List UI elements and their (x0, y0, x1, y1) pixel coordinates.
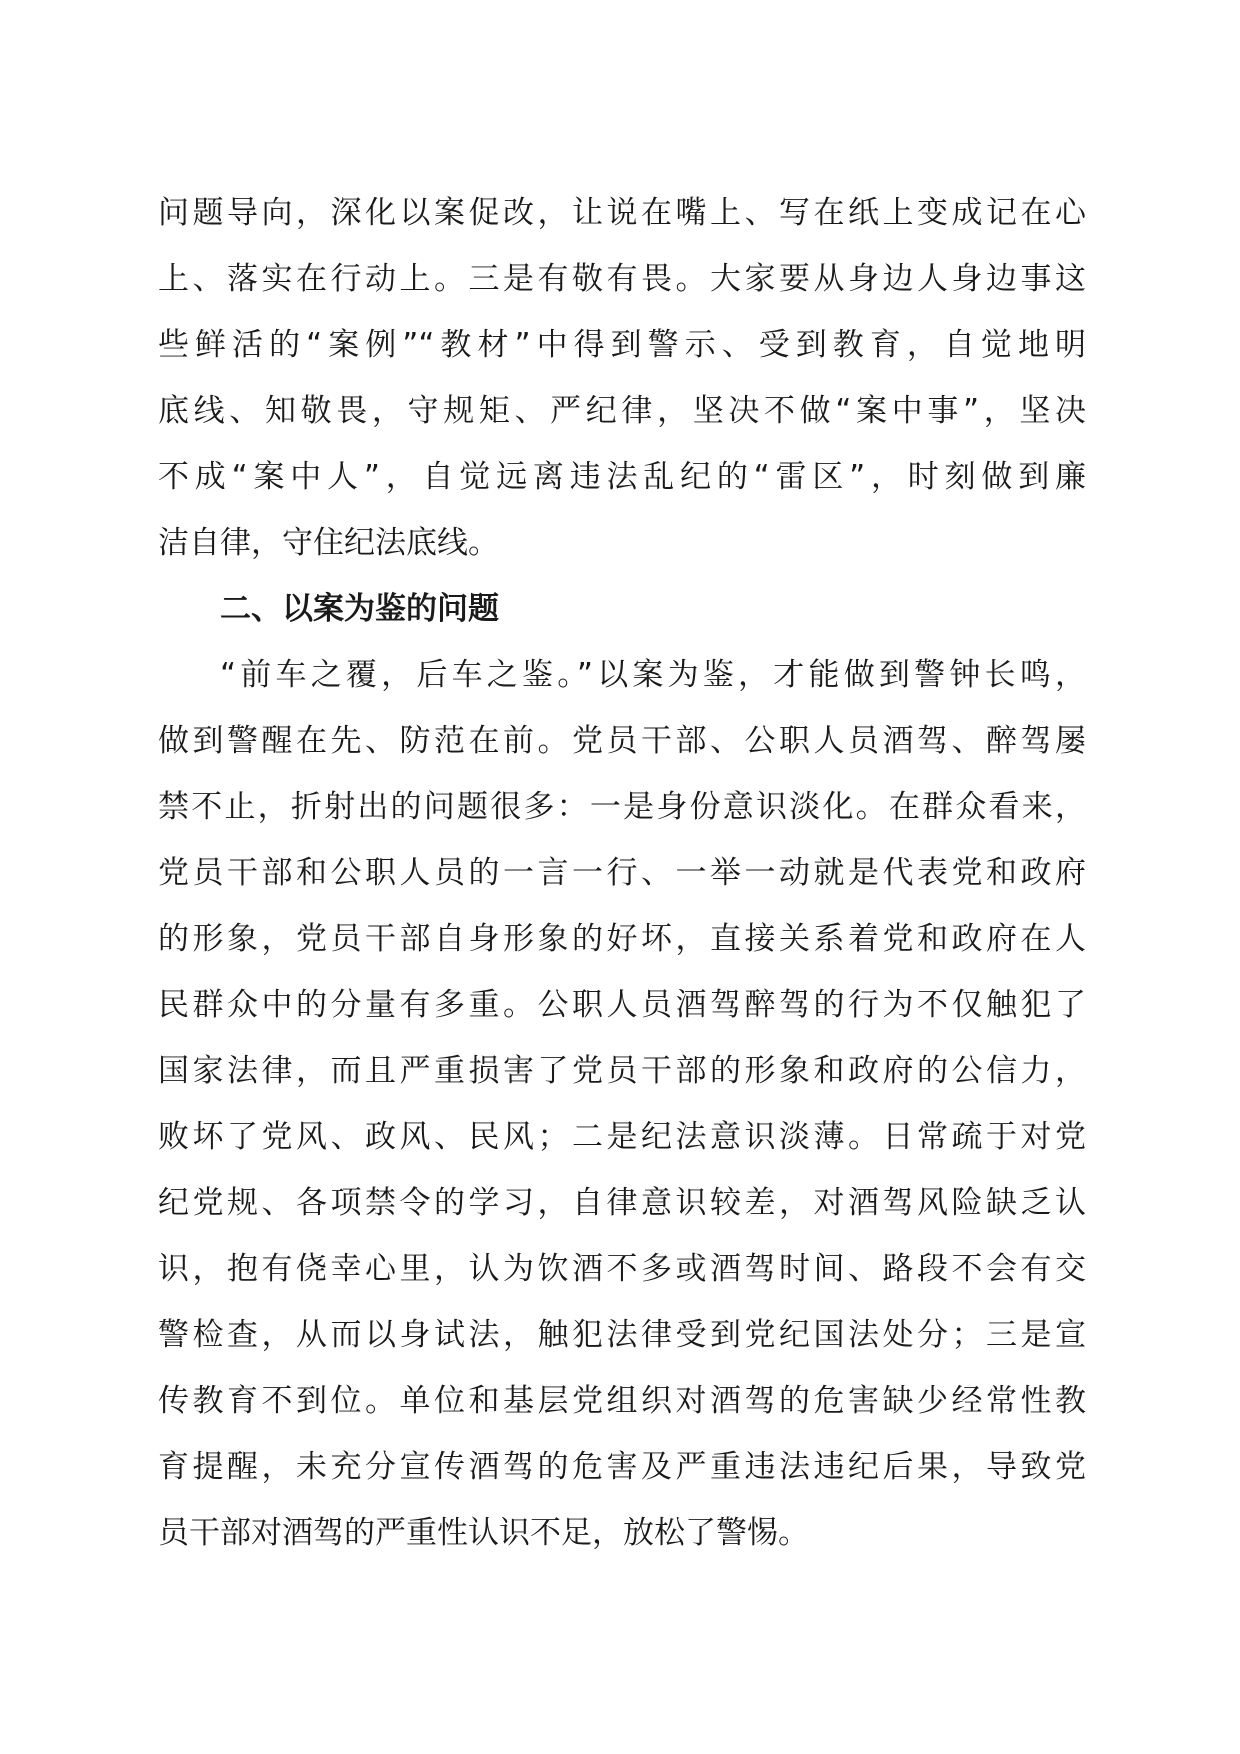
text-line: 传教育不到位。单位和基层党组织对酒驾的危害缺少经常性教 (158, 1383, 1086, 1419)
text-line: 底线、知敬畏，守规矩、严纪律，坚决不做“案中事”，坚决 (158, 393, 1086, 429)
text-line: 纪党规、各项禁令的学习，自律意识较差，对酒驾风险缺乏认 (158, 1185, 1086, 1221)
text-line: 员干部对酒驾的严重性认识不足，放松了警惕。 (158, 1515, 809, 1551)
text-line: 做到警醒在先、防范在前。党员干部、公职人员酒驾、醉驾屡 (158, 723, 1086, 759)
text-line: 识，抱有侥幸心里，认为饮酒不多或酒驾时间、路段不会有交 (158, 1251, 1086, 1287)
text-line: 的形象，党员干部自身形象的好坏，直接关系着党和政府在人 (158, 921, 1086, 957)
text-line: “前车之覆，后车之鉴。”以案为鉴，才能做到警钟长鸣， (220, 657, 1086, 693)
section-heading: 二、以案为鉴的问题 (220, 591, 499, 627)
text-line: 国家法律，而且严重损害了党员干部的形象和政府的公信力， (158, 1053, 1086, 1089)
paragraph-problems (158, 642, 1086, 1566)
document-body (158, 180, 1086, 1566)
text-line: 不成“案中人”，自觉远离违法乱纪的“雷区”，时刻做到廉 (158, 459, 1086, 495)
paragraph-intro (158, 180, 1086, 576)
text-line: 警检查，从而以身试法，触犯法律受到党纪国法处分；三是宣 (158, 1317, 1086, 1353)
text-line: 育提醒，未充分宣传酒驾的危害及严重违法违纪后果，导致党 (158, 1449, 1086, 1485)
text-line: 败坏了党风、政风、民风；二是纪法意识淡薄。日常疏于对党 (158, 1119, 1086, 1155)
text-line: 民群众中的分量有多重。公职人员酒驾醉驾的行为不仅触犯了 (158, 987, 1086, 1023)
text-line: 禁不止，折射出的问题很多：一是身份意识淡化。在群众看来， (158, 789, 1086, 825)
text-line: 党员干部和公职人员的一言一行、一举一动就是代表党和政府 (158, 855, 1086, 891)
text-line: 洁自律，守住纪法底线。 (158, 525, 499, 561)
text-line: 些鲜活的“案例”“教材”中得到警示、受到教育，自觉地明 (158, 327, 1086, 363)
text-line: 问题导向，深化以案促改，让说在嘴上、写在纸上变成记在心 (158, 195, 1086, 231)
text-line: 上、落实在行动上。三是有敬有畏。大家要从身边人身边事这 (158, 261, 1086, 297)
